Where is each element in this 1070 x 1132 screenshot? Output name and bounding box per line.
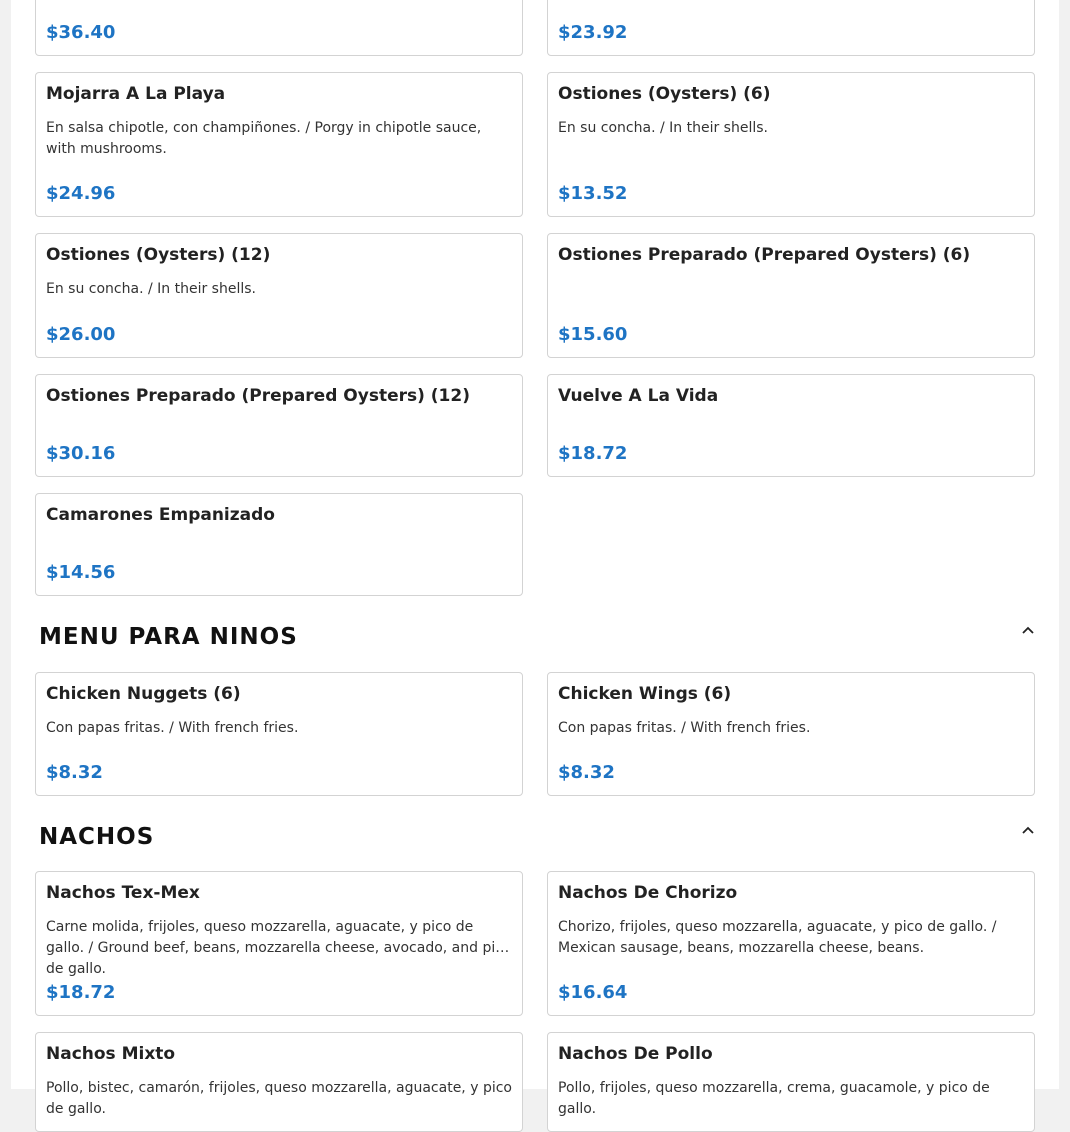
item-name: Nachos De Chorizo <box>558 883 738 903</box>
item-description: En salsa chipotle, con champiñones. / Porgy in chipotle sauce, with mushrooms. <box>46 120 482 157</box>
item-price: $8.32 <box>46 762 103 783</box>
item-price: $18.72 <box>46 982 116 1003</box>
item-name: Camarones Empanizado <box>46 505 275 525</box>
item-name: Chicken Wings (6) <box>558 684 732 704</box>
item-price: $18.72 <box>558 443 628 464</box>
item-name: Nachos Tex-Mex <box>46 883 200 903</box>
item-price: $13.52 <box>558 183 628 204</box>
menu-item-card[interactable] <box>35 871 523 1016</box>
item-price: $14.56 <box>46 562 116 583</box>
menu-item-card[interactable] <box>35 72 523 217</box>
item-description: Con papas fritas. / With french fries. <box>558 720 811 736</box>
item-price: $26.00 <box>46 324 116 345</box>
item-price: $8.32 <box>558 762 615 783</box>
item-price: $16.64 <box>558 982 628 1003</box>
section-title-kids: MENU PARA NINOS <box>39 624 298 650</box>
item-price: $24.96 <box>46 183 116 204</box>
item-name: Chicken Nuggets (6) <box>46 684 241 704</box>
menu-item-card[interactable] <box>35 374 523 477</box>
menu-item-card[interactable] <box>547 672 1035 796</box>
menu-page <box>11 0 1059 1117</box>
menu-item-card[interactable] <box>547 233 1035 358</box>
menu-item-card[interactable] <box>35 0 523 56</box>
item-name: Ostiones (Oysters) (6) <box>558 84 771 104</box>
menu-item-card[interactable] <box>547 0 1035 56</box>
item-name: Nachos De Pollo <box>558 1044 713 1064</box>
item-price: $30.16 <box>46 443 116 464</box>
item-description: En su concha. / In their shells. <box>558 120 768 136</box>
section-title-nachos: NACHOS <box>39 824 155 850</box>
item-name: Ostiones Preparado (Prepared Oysters) (12) <box>46 386 470 406</box>
menu-item-card[interactable] <box>547 72 1035 217</box>
item-description: Chorizo, frijoles, queso mozzarella, aguacate, y pico de gallo. / Mexican sausage, beans, mozzarella cheese, beans. <box>558 919 997 956</box>
menu-item-card[interactable] <box>35 233 523 358</box>
item-price: $36.40 <box>46 22 116 43</box>
item-description: Pollo, frijoles, queso mozzarella, crema, guacamole, y pico de gallo. <box>558 1080 990 1117</box>
menu-item-card[interactable] <box>547 374 1035 477</box>
item-name: Ostiones Preparado (Prepared Oysters) (6) <box>558 245 971 265</box>
menu-item-card[interactable] <box>547 871 1035 1016</box>
menu-item-card[interactable] <box>35 1032 523 1132</box>
item-description: Carne molida, frijoles, queso mozzarella, aguacate, y pico de gallo. / Ground beef, beans, mozzarella cheese, avocado, and pico de gallo. <box>46 919 512 977</box>
menu-item-card[interactable] <box>547 1032 1035 1132</box>
menu-item-card[interactable] <box>35 672 523 796</box>
item-price: $15.60 <box>558 324 628 345</box>
item-description: Pollo, bistec, camarón, frijoles, queso mozzarella, aguacate, y pico de gallo. <box>46 1080 512 1117</box>
item-name: Ostiones (Oysters) (12) <box>46 245 271 265</box>
item-price: $23.92 <box>558 22 628 43</box>
item-name: Vuelve A La Vida <box>558 386 719 406</box>
chevron-up-icon[interactable] <box>1021 623 1035 637</box>
item-description: En su concha. / In their shells. <box>46 281 256 297</box>
item-name: Nachos Mixto <box>46 1044 176 1064</box>
chevron-up-icon[interactable] <box>1021 823 1035 837</box>
item-description: Con papas fritas. / With french fries. <box>46 720 299 736</box>
item-name: Mojarra A La Playa <box>46 84 226 104</box>
menu-item-card[interactable] <box>35 493 523 596</box>
